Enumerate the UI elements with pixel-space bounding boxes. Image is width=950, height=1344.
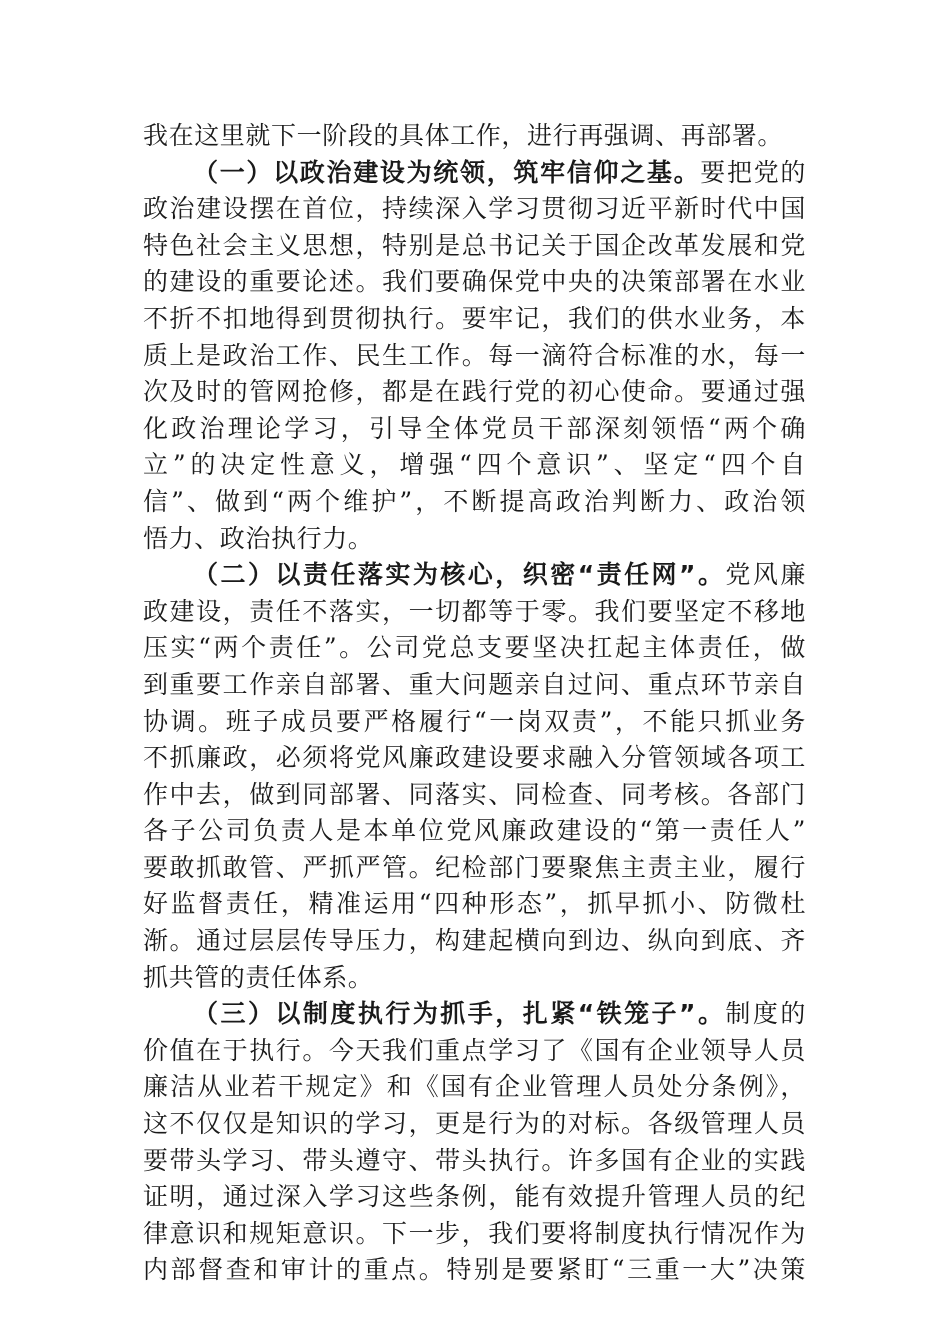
section-3-first-line-rest: 制度的 [725,999,806,1029]
section-2-heading: （二）以责任落实为核心，织密“责任网”。 [193,560,726,590]
text-line: 协调。班子成员要严格履行“一岗双责”，不能只抓业务 [143,706,806,736]
section-3-first-line [143,996,806,1033]
section-2-first-line-rest: 党风廉 [725,560,806,590]
text-line: 我在这里就下一阶段的具体工作，进行再强调、再部署。 [143,121,784,150]
text-line: 压实“两个责任”。公司党总支要坚决扛起主体责任，做 [143,633,806,663]
text-line: 廉洁从业若干规定》和《国有企业管理人员处分条例》， [143,1072,806,1102]
text-line: 抓共管的责任体系。 [143,962,374,992]
document-page [143,118,806,1289]
section-2-first-line [143,557,806,594]
text-line: 价值在于执行。今天我们重点学习了《国有企业领导人员 [143,1035,806,1065]
text-line: 政治建设摆在首位，持续深入学习贯彻习近平新时代中国 [143,194,806,224]
text-line: 各子公司负责人是本单位党风廉政建设的“第一责任人” [143,816,806,846]
text-line: 政建设，责任不落实，一切都等于零。我们要坚定不移地 [143,596,806,626]
section-3-heading: （三）以制度执行为抓手，扎紧“铁笼子”。 [193,999,726,1029]
text-line: 立”的决定性意义，增强“四个意识”、坚定“四个自 [143,450,806,480]
section-1-first-line [143,155,806,192]
section-1-heading: （一）以政治建设为统领，筑牢信仰之基。 [193,157,701,187]
text-line: 这不仅仅是知识的学习，更是行为的对标。各级管理人员 [143,1109,806,1139]
text-line: 化政治理论学习，引导全体党员干部深刻领悟“两个确 [143,413,806,443]
text-line: 质上是政治工作、民生工作。每一滴符合标准的水，每一 [143,340,806,370]
text-line: 不折不扣地得到贯彻执行。要牢记，我们的供水业务，本 [143,303,806,333]
text-line: 到重要工作亲自部署、重大问题亲自过问、重点环节亲自 [143,669,806,699]
text-line: 要敢抓敢管、严抓严管。纪检部门要聚焦主责主业，履行 [143,852,806,882]
text-line: 的建设的重要论述。我们要确保党中央的决策部署在水业 [143,267,806,297]
section-1-first-line-rest: 要把党的 [700,157,806,187]
text-line: 证明，通过深入学习这些条例，能有效提升管理人员的纪 [143,1182,806,1212]
text-line: 特色社会主义思想，特别是总书记关于国企改革发展和党 [143,230,806,260]
text-line: 次及时的管网抢修，都是在践行党的初心使命。要通过强 [143,377,806,407]
text-line: 悟力、政治执行力。 [143,523,374,553]
text-line: 不抓廉政，必须将党风廉政建设要求融入分管领域各项工 [143,743,806,773]
text-line: 作中去，做到同部署、同落实、同检查、同考核。各部门 [143,779,806,809]
text-line: 要带头学习、带头遵守、带头执行。许多国有企业的实践 [143,1145,806,1175]
text-line: 好监督责任，精准运用“四种形态”，抓早抓小、防微杜 [143,889,806,919]
text-line: 渐。通过层层传导压力，构建起横向到边、纵向到底、齐 [143,926,806,956]
text-line: 律意识和规矩意识。下一步，我们要将制度执行情况作为 [143,1218,806,1248]
text-line: 信”、做到“两个维护”，不断提高政治判断力、政治领 [143,486,806,516]
text-line: 内部督查和审计的重点。特别是要紧盯“三重一大”决策 [143,1255,806,1285]
